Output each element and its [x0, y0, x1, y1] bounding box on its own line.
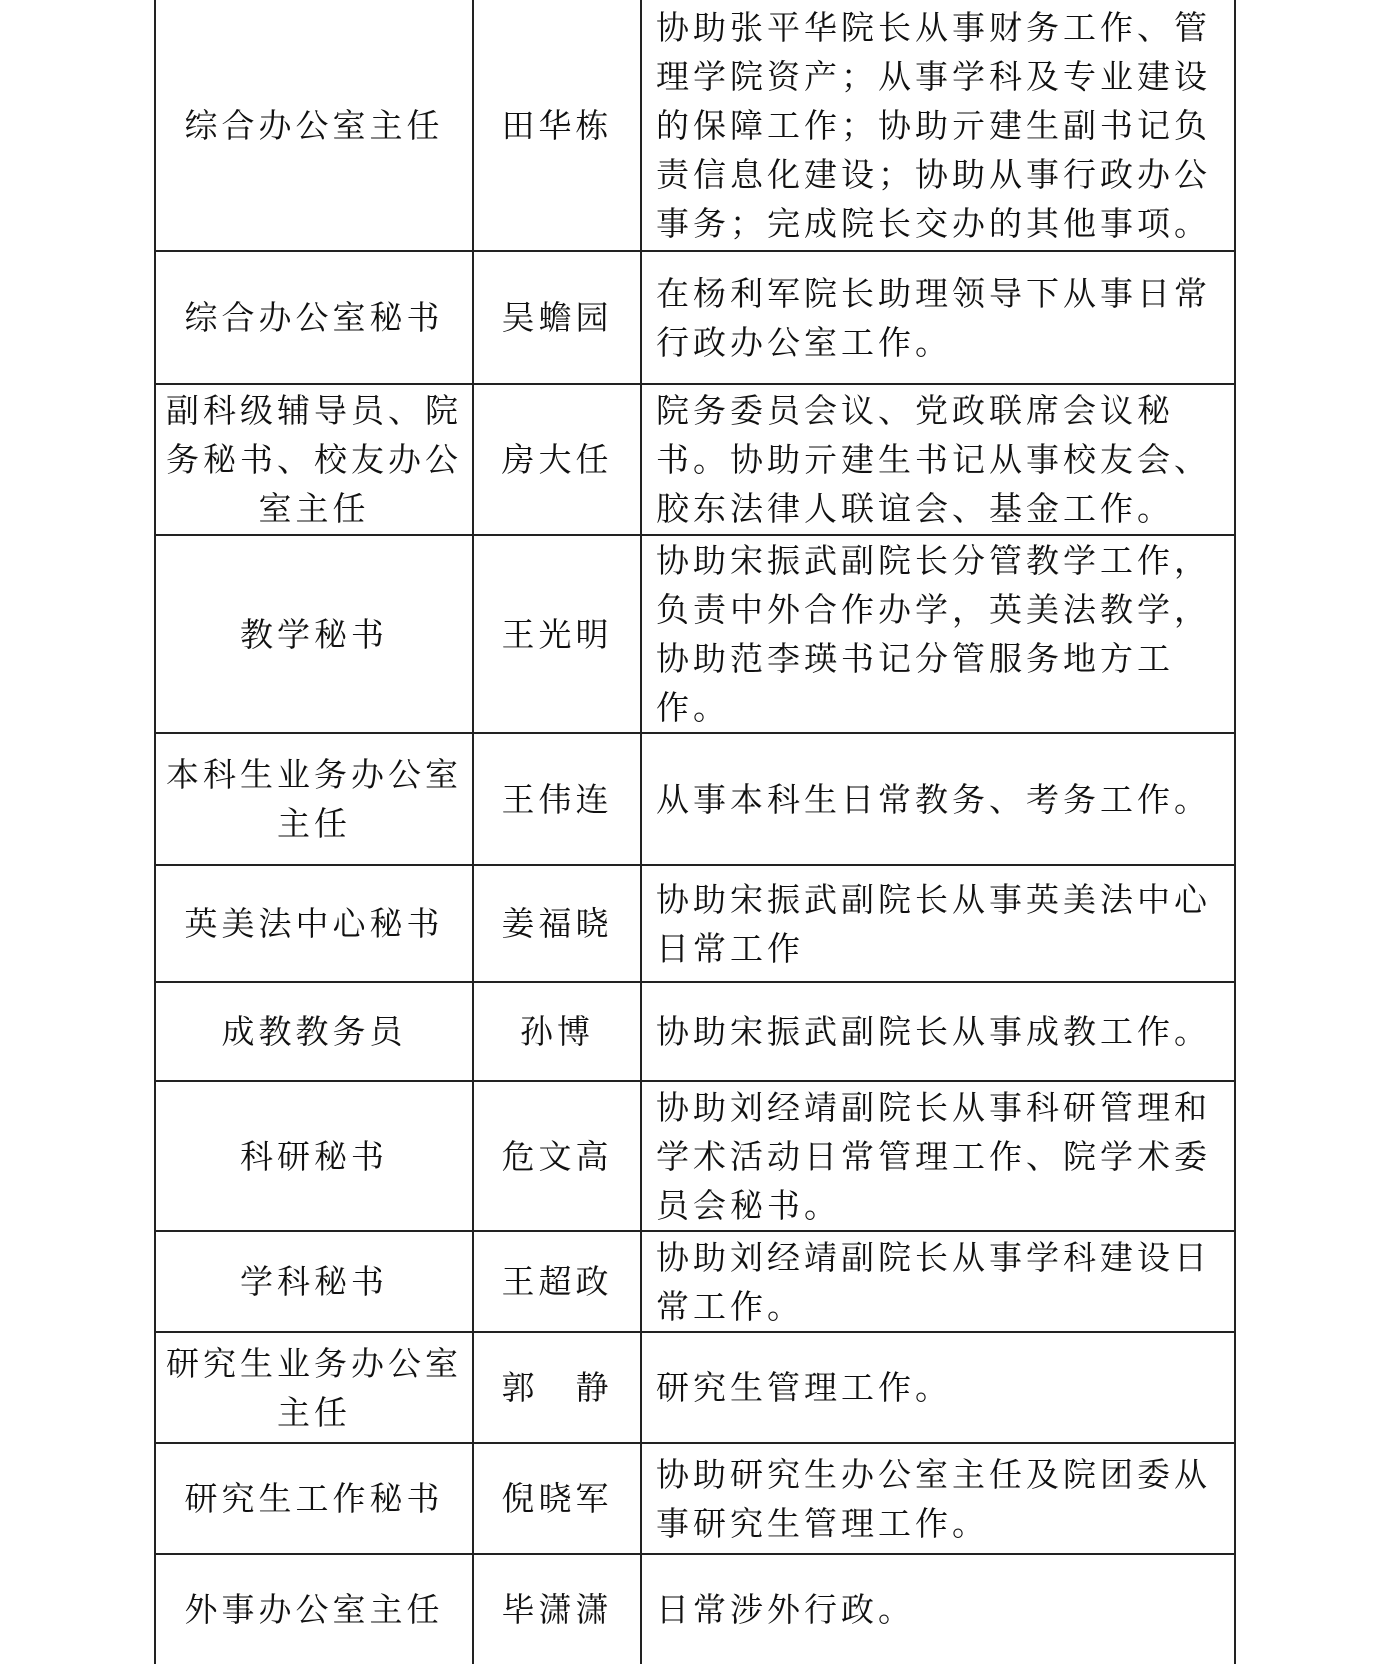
name-cell: 郭 静	[473, 1332, 641, 1443]
position-cell: 研究生业务办公室主任	[155, 1332, 473, 1443]
table-row	[155, 1231, 1235, 1332]
duty-cell: 协助宋振武副院长从事成教工作。	[641, 982, 1235, 1081]
duty-cell: 院务委员会议、党政联席会议秘书。协助亓建生书记从事校友会、胶东法律人联谊会、基金工作。	[641, 384, 1235, 535]
name-cell: 孙博	[473, 982, 641, 1081]
duty-cell: 从事本科生日常教务、考务工作。	[641, 733, 1235, 865]
duty-cell: 协助张平华院长从事财务工作、管理学院资产；从事学科及专业建设的保障工作；协助亓建生副书记负责信息化建设；协助从事行政办公事务；完成院长交办的其他事项。	[641, 0, 1235, 251]
duty-cell: 协助刘经靖副院长从事学科建设日常工作。	[641, 1231, 1235, 1332]
table-row	[155, 251, 1235, 384]
name-cell: 吴蟾园	[473, 251, 641, 384]
table-row	[155, 982, 1235, 1081]
table-row	[155, 733, 1235, 865]
position-cell: 综合办公室主任	[155, 0, 473, 251]
duty-cell: 在杨利军院长助理领导下从事日常行政办公室工作。	[641, 251, 1235, 384]
duty-cell: 协助宋振武副院长分管教学工作，负责中外合作办学，英美法教学，协助范李瑛书记分管服务地方工作。	[641, 535, 1235, 733]
name-cell: 倪晓军	[473, 1443, 641, 1554]
name-cell: 毕潇潇	[473, 1554, 641, 1664]
position-cell: 副科级辅导员、院务秘书、校友办公室主任	[155, 384, 473, 535]
table-row	[155, 0, 1235, 251]
name-cell: 田华栋	[473, 0, 641, 251]
name-cell: 王光明	[473, 535, 641, 733]
duty-cell: 研究生管理工作。	[641, 1332, 1235, 1443]
position-cell: 外事办公室主任	[155, 1554, 473, 1664]
table-row	[155, 1332, 1235, 1443]
duty-cell: 日常涉外行政。	[641, 1554, 1235, 1664]
name-cell: 房大任	[473, 384, 641, 535]
position-cell: 研究生工作秘书	[155, 1443, 473, 1554]
table-row	[155, 1554, 1235, 1664]
duty-cell: 协助刘经靖副院长从事科研管理和学术活动日常管理工作、院学术委员会秘书。	[641, 1081, 1235, 1231]
position-cell: 英美法中心秘书	[155, 865, 473, 982]
name-cell: 王伟连	[473, 733, 641, 865]
position-cell: 成教教务员	[155, 982, 473, 1081]
duty-cell: 协助宋振武副院长从事英美法中心日常工作	[641, 865, 1235, 982]
position-cell: 科研秘书	[155, 1081, 473, 1231]
table-row	[155, 1443, 1235, 1554]
table-row	[155, 1081, 1235, 1231]
table-row	[155, 865, 1235, 982]
name-cell: 王超政	[473, 1231, 641, 1332]
position-cell: 教学秘书	[155, 535, 473, 733]
duty-cell: 协助研究生办公室主任及院团委从事研究生管理工作。	[641, 1443, 1235, 1554]
position-cell: 本科生业务办公室主任	[155, 733, 473, 865]
position-cell: 学科秘书	[155, 1231, 473, 1332]
duty-assignment-table	[154, 0, 1236, 1664]
table-row	[155, 384, 1235, 535]
name-cell: 危文高	[473, 1081, 641, 1231]
name-cell: 姜福晓	[473, 865, 641, 982]
position-cell: 综合办公室秘书	[155, 251, 473, 384]
table-row	[155, 535, 1235, 733]
